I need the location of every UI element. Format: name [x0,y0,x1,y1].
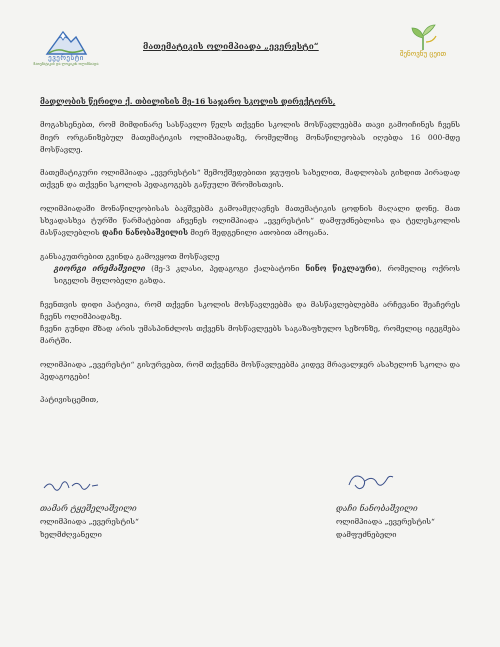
logo-name: ევერესტი [48,54,84,62]
paragraph: მათემატიკური ოლიმპიადა „ევერესტის“ შემოქმედებითი ჯგუფის სახელით, მადლობას გიხდით პირადად თქვენ და თქვენი სკოლის პედაგოგებს გაწეული შრომისთვის. [40,168,460,190]
letter-body [40,96,460,407]
signatory-name: დაჩი ნანობაშვილი [336,503,418,513]
paragraph-text: (მე-3 კლასი, პედაგოგი ქალბატონი [151,263,300,273]
paragraph: ოლიმპიადა „ევერესტი“ გისურვებთ, რომ თქვენმა მოსწავლეებმა კიდევ მრავალჯერ ასახელონ სკოლა და პედაგოგები! [40,359,460,382]
logo-subtitle: მათემატიკის და ლოგიკის ოლიმპიადა [33,62,99,66]
telescola-logo [376,22,470,58]
paragraph: განსაკუთრებით გვინდა გამოვყოთ მოსწავლე [40,251,220,261]
closing: პატივისცემით, [40,395,99,405]
paragraph-text: ), რომელიც ოქროს სიგელის მფლობელი გახდა. [54,263,461,286]
paragraph: მოგახსენებთ, რომ მიმდინარე სასწავლო წელს თქვენი სკოლის მოსწავლეებმა თავი გამოიჩინეს ჩვენს მიერ ორგანიზებულ მათემატიკის ოლიმპიადაზე, რომელშიც მონაწილეობას იღებდა 16 000-მდე მოსწავლე. [40,120,460,154]
paragraph [40,263,460,288]
paragraph [40,203,460,240]
page-title: მათემატიკის ოლიმპიადა „ევერესტი“ [143,41,319,51]
sprout-logo-icon [403,22,443,52]
paragraph-text: მიერ შედგენილი ათობით ამოცანა. [190,228,329,238]
teacher-name: ნინო წიკლაური [305,263,377,273]
everest-logo [26,26,106,66]
paragraph-text: ოლიმპიადაში მონაწილეობისას ბავშვებმა გამოამჟღავნეს მათემატიკის ცოდნის მაღალი დონე. მათ სხვადასხვა ტურში წარმატებით აჩვენეს ოლიმპიადა „ევერესტის“ დამფუძნებლისა და ტელესკოლის მასწავლებლის [40,203,460,238]
signatory-org: ოლიმპიადა „ევერესტის“ [40,517,139,526]
founder-name: დაჩი ნანობაშვილის [102,228,188,238]
mountain-logo-icon [43,26,89,56]
paragraph: ჩვენთვის დიდი პატივია, რომ თქვენი სკოლის მოსწავლეებმა და მასწავლებლებმა არჩევანი შეაჩერეს ჩვენს ოლიმპიადაზე. [40,299,460,321]
logo-name: შენოვნუ ცეით [399,50,447,58]
signature-block-left [40,488,139,541]
signatory-name: თამარ ტყეშელაშვილი [40,503,137,513]
salutation: მადლობის წერილი ქ. თბილისის მე-16 საჯარო სკოლის დირექტორს, [40,97,336,106]
signatory-org: ოლიმპიადა „ევერესტის“ [336,517,435,526]
signature-block-right [336,488,435,541]
student-name: გიორგი ირემაშვილი [54,263,146,273]
signatory-role: ხელმძღვანელი [40,530,102,539]
signatory-role: დამფუძნებელი [336,530,397,539]
paragraph: ჩვენი გუნდი მზად არის უმასპინძლოს თქვენს მოსწავლეებს საგაზაფხულო სეზონზე, რომელიც იგეგმება მარტში. [40,324,460,346]
